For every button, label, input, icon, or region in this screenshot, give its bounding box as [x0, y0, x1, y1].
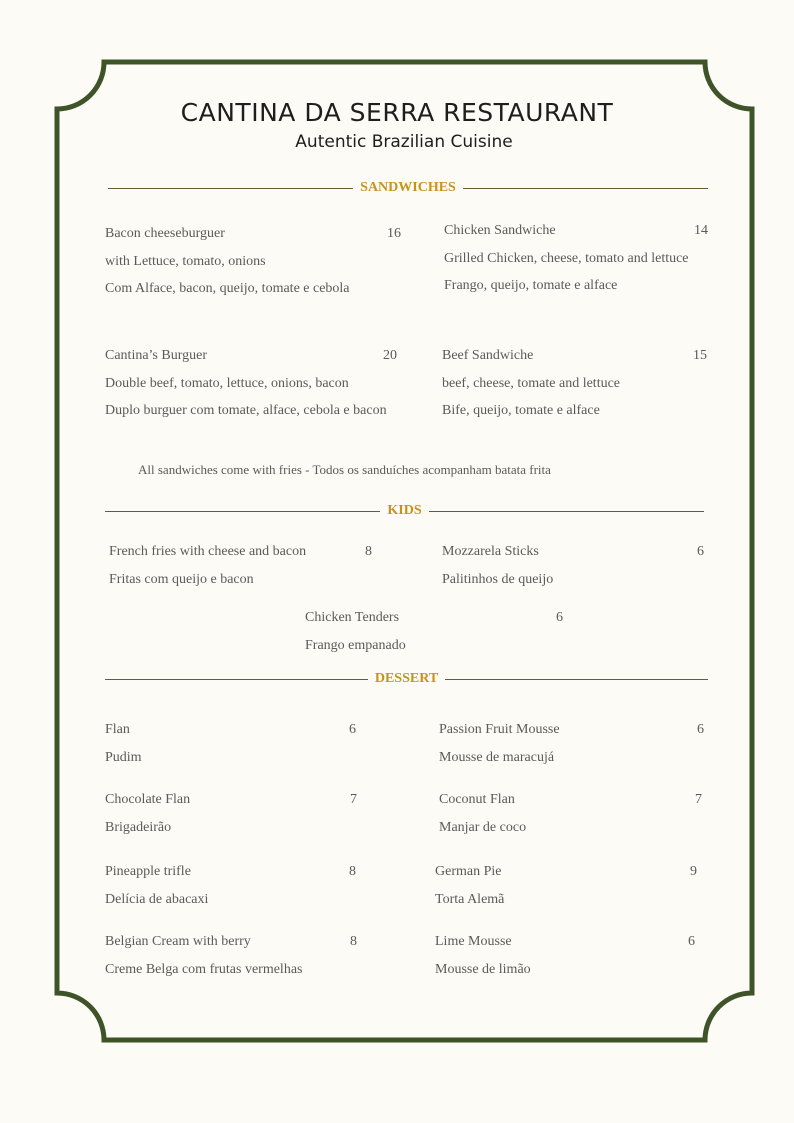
sandwiches-note: All sandwiches come with fries - Todos os sanduíches acompanham batata frita: [138, 462, 551, 477]
item-description-en: beef, cheese, tomate and lettuce: [442, 375, 621, 391]
item-price: 16: [387, 226, 401, 241]
menu-item: [444, 217, 708, 300]
item-name: Flan: [105, 722, 130, 737]
menu-item: [435, 928, 695, 983]
item-price: 6: [349, 722, 356, 737]
menu-item: [435, 858, 697, 913]
section-label-sandwiches: SANDWICHES: [360, 180, 456, 195]
item-description-pt: Frango, queijo, tomate e alface: [444, 278, 618, 293]
item-price: 6: [556, 610, 563, 625]
menu-item: [105, 928, 357, 983]
item-name: Pineapple trifle: [105, 864, 191, 879]
item-description-pt: Manjar de coco: [439, 819, 527, 835]
dessert-section-header: [105, 671, 708, 687]
menu-item: [109, 538, 372, 593]
menu-item: [105, 220, 401, 303]
item-name: Cantina’s Burguer: [105, 348, 208, 363]
item-name: Chocolate Flan: [105, 792, 191, 807]
item-description-en: with Lettuce, tomato, onions: [105, 253, 266, 269]
item-name: Chicken Tenders: [305, 610, 400, 625]
menu-item: [105, 858, 356, 913]
menu-item: [105, 786, 357, 841]
item-name: Belgian Cream with berry: [105, 934, 251, 949]
divider-line: [105, 511, 380, 512]
divider-line: [105, 679, 368, 680]
menu-item: [439, 786, 702, 841]
item-description-pt: Palitinhos de queijo: [442, 571, 554, 587]
item-name: Passion Fruit Mousse: [439, 722, 560, 737]
item-price: 7: [695, 792, 702, 807]
item-price: 8: [365, 544, 372, 559]
section-label-kids: KIDS: [387, 503, 422, 518]
item-description-pt: Fritas com queijo e bacon: [109, 571, 254, 587]
menu-item: [442, 538, 704, 593]
item-price: 8: [350, 934, 357, 949]
item-price: 6: [697, 544, 704, 559]
divider-line: [463, 188, 708, 189]
menu-item: [305, 604, 563, 659]
item-description-pt: Brigadeirão: [105, 819, 172, 835]
divider-line: [429, 511, 704, 512]
item-description-pt: Frango empanado: [305, 637, 406, 653]
item-name: French fries with cheese and bacon: [109, 544, 307, 559]
item-price: 14: [694, 223, 708, 238]
item-description-pt: Bife, queijo, tomate e alface: [442, 403, 600, 418]
kids-section-header: [105, 503, 704, 519]
item-name: Bacon cheeseburguer: [105, 226, 225, 241]
item-description-en: Double beef, tomato, lettuce, onions, bacon: [105, 375, 349, 391]
menu-item: [105, 716, 356, 771]
item-name: Chicken Sandwiche: [444, 223, 556, 238]
restaurant-subtitle: Autentic Brazilian Cuisine: [295, 132, 513, 152]
item-description-pt: Delícia de abacaxi: [105, 891, 209, 907]
item-name: Lime Mousse: [435, 934, 512, 949]
item-price: 15: [693, 348, 707, 363]
item-name: Mozzarela Sticks: [442, 544, 539, 559]
menu-item: [442, 342, 707, 425]
sandwiches-section-header: [108, 180, 708, 196]
item-description-en: Grilled Chicken, cheese, tomato and lettuce: [444, 250, 689, 266]
item-description-pt: Creme Belga com frutas vermelhas: [105, 961, 303, 977]
divider-line: [445, 679, 708, 680]
item-name: German Pie: [435, 864, 502, 879]
item-price: 6: [697, 722, 704, 737]
menu-item: [439, 716, 704, 771]
item-description-pt: Mousse de limão: [435, 961, 531, 977]
item-name: Coconut Flan: [439, 792, 515, 807]
item-description-pt: Torta Alemã: [435, 891, 505, 907]
divider-line: [108, 188, 353, 189]
item-price: 7: [350, 792, 357, 807]
item-name: Beef Sandwiche: [442, 348, 534, 363]
item-description-pt: Duplo burguer com tomate, alface, cebola e bacon: [105, 403, 387, 418]
item-price: 6: [688, 934, 695, 949]
item-description-pt: Mousse de maracujá: [439, 749, 555, 765]
item-description-pt: Com Alface, bacon, queijo, tomate e cebola: [105, 281, 350, 296]
item-description-pt: Pudim: [105, 749, 142, 765]
item-price: 8: [349, 864, 356, 879]
restaurant-title: CANTINA DA SERRA RESTAURANT: [180, 98, 614, 127]
menu-item: [105, 342, 397, 425]
item-price: 9: [690, 864, 697, 879]
section-label-dessert: DESSERT: [374, 671, 439, 686]
item-price: 20: [383, 348, 397, 363]
